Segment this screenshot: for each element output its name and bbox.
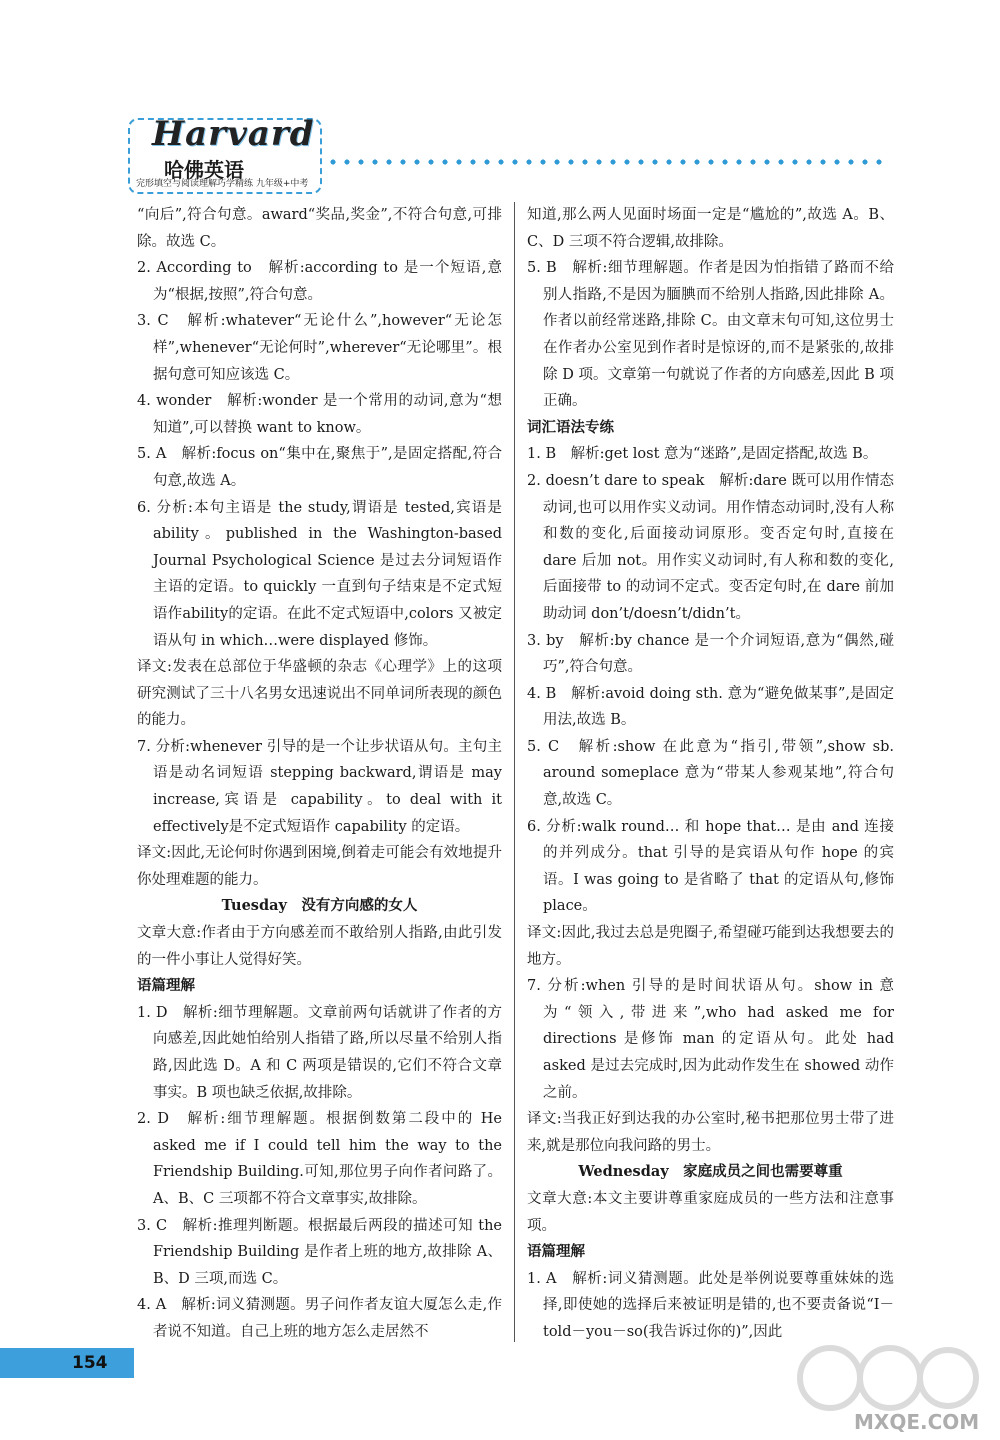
- answer-paragraph: 译文:因此,无论何时你遇到困境,倒着走可能会有效地提升你处理难题的能力。: [137, 845, 502, 888]
- answer-paragraph: 译文:当我正好到达我的办公室时,秘书把那位男士带了进来,就是那位向我问路的男士。: [527, 1111, 894, 1154]
- answer-paragraph: 4. B 解析:avoid doing sth. 意为“避免做某事”,是固定用法,故选 B。: [527, 685, 894, 729]
- answer-paragraph: 3. by 解析:by chance 是一个介词短语,意为“偶然,碰巧”,符合句意。: [527, 632, 894, 676]
- logo-subtitle: 哈佛英语: [164, 158, 244, 182]
- answer-paragraph: 1. B 解析:get lost 意为“迷路”,是固定搭配,故选 B。: [527, 446, 878, 463]
- answer-paragraph: 2. According to 解析:according to 是一个短语,意为“根据,按照”,符合句意。: [137, 260, 502, 303]
- answer-paragraph: 7. 分析:whenever 引导的是一个让步状语从句。主句主语是动名词短语 stepping backward,谓语是 may increase,宾语是 capability。to deal with it effectively是不定式短语作 capability 的定语。: [137, 738, 502, 835]
- answer-paragraph: 7. 分析:when 引导的是时间状语从句。show in 意为“领入,带进来”,who had asked me for directions 是修饰 man 的定语从句。此处 had asked 是过去完成时,因为此动作发生在 showed 动作之前。: [527, 978, 894, 1101]
- left-column: [137, 202, 502, 1346]
- answer-paragraph: 1. D 解析:细节理解题。文章前两句话就讲了作者的方向感差,因此她怕给别人指错了路,所以尽量不给别人指路,因此选 D。A 和 C 两项是错误的,它们不符合文章事实。B 项也缺乏依据,故排除。: [137, 1004, 502, 1101]
- answer-paragraph: 2. D 解析:细节理解题。根据倒数第二段中的 He asked me if I could tell him the way to the Friendship Building.可知,那位男子向作者问路了。A、B、C 三项都不符合文章事实,故排除。: [137, 1111, 502, 1207]
- answer-paragraph: 知道,那么两人见面时场面一定是“尴尬的”,故选 A。B、C、D 三项不符合逻辑,故排除。: [527, 207, 894, 250]
- section-heading: 词汇语法专练: [527, 418, 614, 436]
- page-number: 154: [72, 1353, 108, 1373]
- answer-paragraph: 3. C 解析:whatever“无论什么”,however“无论怎样”,whenever“无论何时”,wherever“无论哪里”。根据句意可知应该选 C。: [137, 313, 502, 383]
- answer-paragraph: “向后”,符合句意。award“奖品,奖金”,不符合句意,可排除。故选 C。: [137, 207, 502, 250]
- dotted-rule: [326, 158, 886, 166]
- right-column: [527, 202, 894, 1346]
- logo-title: Harvard: [152, 114, 315, 154]
- answer-paragraph: 4. A 解析:词义猜测题。男子问作者友谊大厦怎么走,作者说不知道。自己上班的地方怎么走居然不: [137, 1297, 502, 1340]
- watermark-text: MXQE.COM: [854, 1410, 980, 1434]
- answer-paragraph: 6. 分析:walk round… 和 hope that… 是由 and 连接的并列成分。that 引导的是宾语从句作 hope 的宾语。I was going to 是省略了 that 的定语从句,修饰 place。: [527, 818, 894, 915]
- section-heading: Tuesday 没有方向感的女人: [221, 897, 418, 915]
- answer-paragraph: 5. B 解析:细节理解题。作者是因为怕指错了路而不给别人指路,不是因为腼腆而不给别人指路,因此排除 A。作者以前经常迷路,排除 C。由文章末句可知,这位男士在作者办公室见到作者时是惊讶的,而不是紧张的,故排除 D 项。文章第一句就说了作者的方向感差,因此 B 项正确。: [527, 260, 894, 410]
- column-divider: [514, 202, 515, 1342]
- answer-paragraph: 文章大意:本文主要讲尊重家庭成员的一些方法和注意事项。: [527, 1190, 894, 1234]
- logo-tagline: 完形填空与阅读理解巧学精练 九年级+中考: [136, 179, 309, 189]
- section-heading: 语篇理解: [527, 1243, 585, 1261]
- section-heading: Wednesday 家庭成员之间也需要尊重: [578, 1163, 843, 1181]
- page-number-tab: [0, 1348, 134, 1378]
- answer-paragraph: 译文:发表在总部位于华盛顿的杂志《心理学》上的这项研究测试了三十八名男女迅速说出不同单词所表现的颜色的能力。: [137, 659, 502, 729]
- answer-paragraph: 译文:因此,我过去总是兜圈子,希望碰巧能到达我想要去的地方。: [527, 925, 894, 968]
- page-header: [128, 114, 888, 196]
- answer-paragraph: 5. C 解析:show 在此意为“指引,带领”,show sb. around someplace 意为“带某人参观某地”,符合句意,故选 C。: [527, 738, 894, 809]
- answer-paragraph: 2. doesn’t dare to speak 解析:dare 既可以用作情态动词,也可以用作实义动词。用作情态动词时,没有人称和数的变化,后面接动词原形。变否定句时,直接在 dare 后加 not。用作实义动词时,有人称和数的变化,后面接带 to 的动词不定式。变否定句时,在 dare 前加助动词 don’t/doesn’t/didn’t。: [527, 472, 894, 622]
- answer-paragraph: 3. C 解析:推理判断题。根据最后两段的描述可知 the Friendship Building 是作者上班的地方,故排除 A、B、D 三项,而选 C。: [137, 1217, 502, 1287]
- answer-paragraph: 1. A 解析:词义猜测题。此处是举例说要尊重妹妹的选择,即使她的选择后来被证明是错的,也不要责备说“I－told－you－so(我告诉过你的)”,因此: [527, 1270, 894, 1340]
- answer-paragraph: 4. wonder 解析:wonder 是一个常用的动词,意为“想知道”,可以替换 want to know。: [137, 393, 502, 436]
- answer-paragraph: 6. 分析:本句主语是 the study,谓语是 tested,宾语是 ability。published in the Washington-based Journal Psychological Science 是过去分词短语作主语的定语。to quickly 一直到句子结束是不定式短语作ability的定语。在此不定式短语中,colors 又被定语从句 in which…were displayed 修饰。: [137, 499, 502, 649]
- answer-paragraph: 文章大意:作者由于方向感差而不敢给别人指路,由此引发的一件小事让人觉得好笑。: [137, 925, 502, 968]
- harvard-logo: [128, 114, 322, 194]
- answer-paragraph: 5. A 解析:focus on“集中在,聚焦于”,是固定搭配,符合句意,故选 A。: [137, 446, 502, 489]
- section-heading: 语篇理解: [137, 977, 195, 995]
